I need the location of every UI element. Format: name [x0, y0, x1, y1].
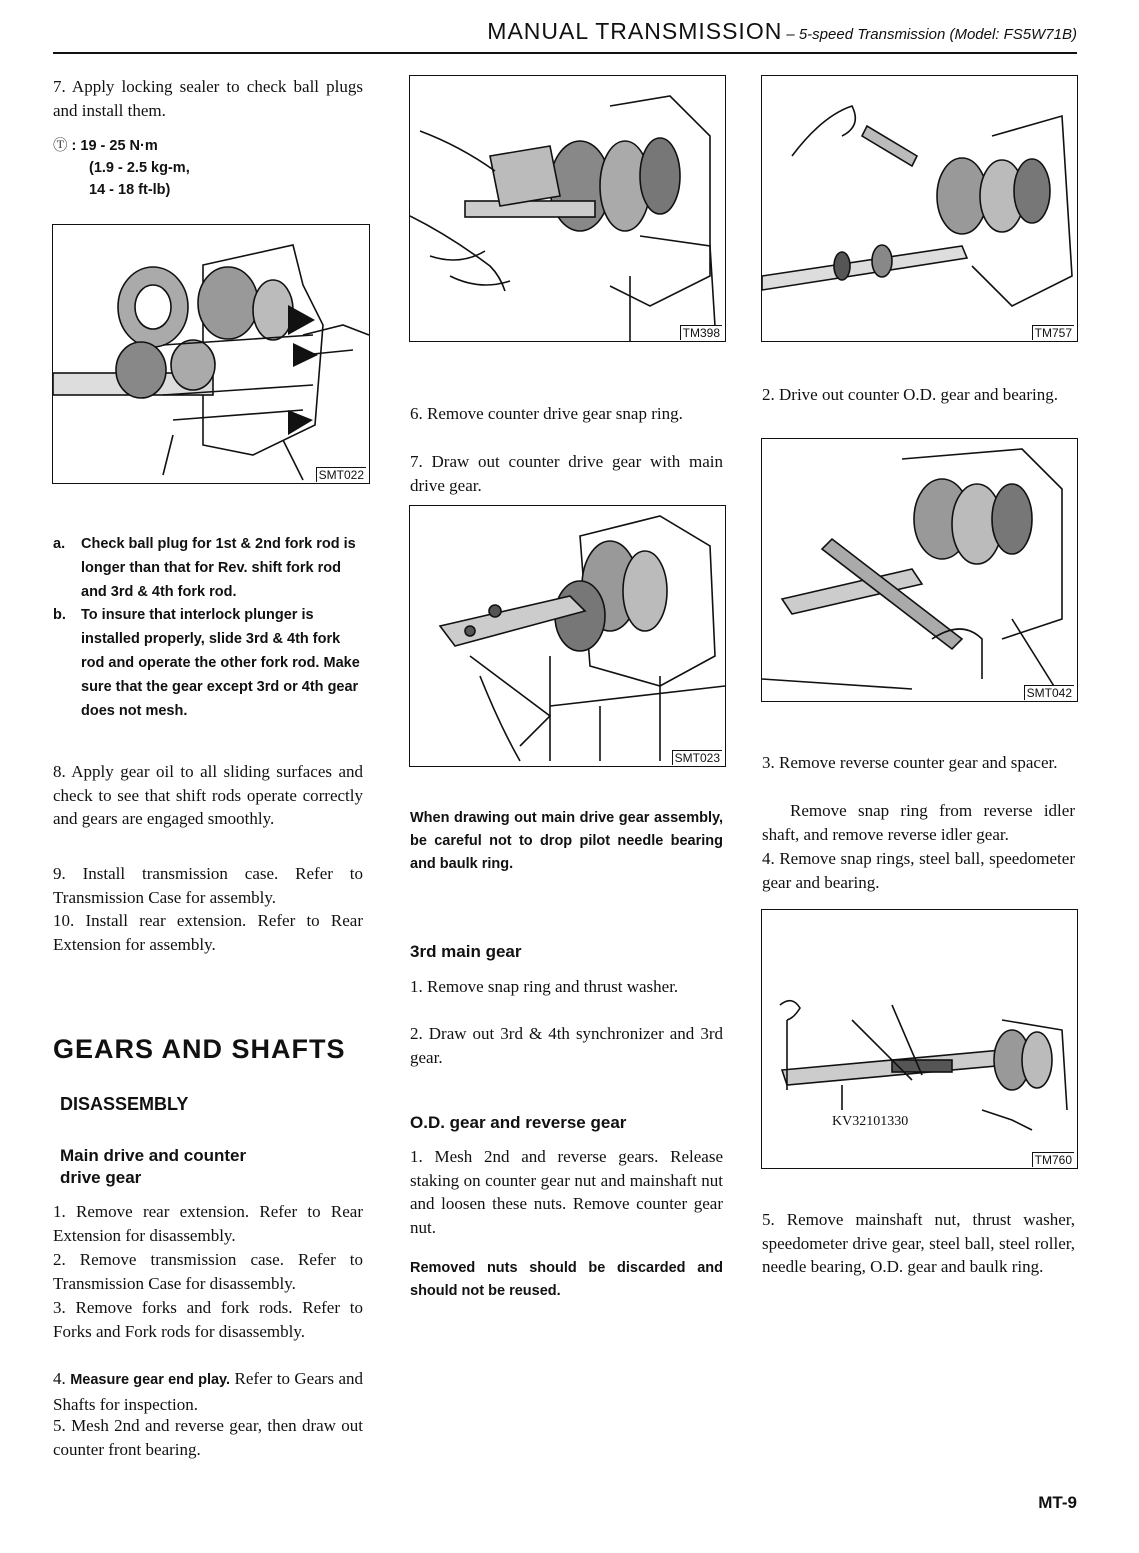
subsection-title: DISASSEMBLY	[60, 1094, 189, 1114]
section-title: GEARS AND SHAFTS	[53, 1034, 346, 1064]
step-6-text: 6. Remove counter drive gear snap ring.	[410, 404, 683, 423]
step-4-number: 4.	[53, 1369, 66, 1388]
disassembly-step-1: 1. Remove rear extension. Refer to Rear Extension for disassembly.	[53, 1202, 363, 1245]
notes-list	[53, 533, 363, 723]
figure-tm757	[761, 75, 1078, 342]
torque-icon: Ⓣ	[53, 138, 68, 154]
note-b-text: To insure that interlock plunger is installed properly, slide 3rd & 4th fork rod and operate the other fork rod. Make sure that the gear except 3rd or 4th gear does not mesh.	[81, 607, 360, 719]
third-step-1: 1. Remove snap ring and thrust washer.	[410, 977, 679, 996]
third-step-2: 2. Draw out 3rd & 4th synchronizer and 3rd gear.	[410, 1024, 723, 1067]
od-step-1: 1. Mesh 2nd and reverse gears. Release staking on counter gear nut and mainshaft nut and loosen these nuts. Remove counter gear nut.	[410, 1147, 723, 1237]
figure-code: TM757	[1032, 325, 1074, 340]
note-a	[53, 533, 363, 604]
figure-code: TM760	[1032, 1152, 1074, 1167]
step-7b-text: 7. Draw out counter drive gear with main drive gear.	[410, 452, 723, 495]
note-b-label: b.	[53, 607, 66, 624]
col3-step-4: 4. Remove snap rings, steel ball, speedometer gear and bearing.	[762, 849, 1075, 892]
wrench-illustration	[762, 439, 1077, 701]
figure-code: TM398	[680, 325, 722, 340]
note-a-label: a.	[53, 536, 66, 552]
col3-step-3: 3. Remove reverse counter gear and spacer.	[762, 753, 1058, 772]
figure-code: SMT042	[1024, 685, 1074, 700]
topic-title-line-1: Main drive and counter	[60, 1146, 247, 1165]
torque-line-1: : 19 - 25 N·m	[71, 138, 158, 154]
figure-tm760	[761, 909, 1078, 1169]
drift-illustration	[762, 76, 1077, 341]
tool-part-label: KV32101330	[832, 1114, 909, 1129]
header-subtitle: – 5-speed Transmission (Model: FS5W71B)	[786, 26, 1077, 43]
header-title: MANUAL TRANSMISSION	[487, 18, 783, 44]
topic-title	[60, 1145, 246, 1189]
gear-puller-illustration	[410, 506, 725, 766]
third-gear-title: 3rd main gear	[410, 942, 522, 961]
press-tool-illustration	[762, 910, 1077, 1168]
col3-step-5: 5. Remove mainshaft nut, thrust washer, speedometer drive gear, steel ball, steel roller, needle bearing, O.D. gear and baulk ring.	[762, 1210, 1075, 1276]
col3-step-2: 2. Drive out counter O.D. gear and bearing.	[762, 385, 1058, 404]
step-4-emphasis: Measure gear end play.	[70, 1372, 231, 1388]
torque-spec	[53, 135, 190, 201]
figure-smt023	[409, 505, 726, 767]
caution-note: When drawing out main drive gear assembly, be careful not to drop pilot needle bearing and baulk ring.	[410, 810, 723, 872]
page-header	[487, 18, 1077, 45]
torque-line-2: (1.9 - 2.5 kg-m,	[89, 160, 190, 176]
disassembly-step-2: 2. Remove transmission case. Refer to Transmission Case for disassembly.	[53, 1250, 363, 1293]
od-gear-title: O.D. gear and reverse gear	[410, 1113, 627, 1132]
figure-smt042	[761, 438, 1078, 702]
disassembly-step-4	[53, 1367, 363, 1416]
col3-step-3b: Remove snap ring from reverse idler shaft, and remove reverse idler gear.	[762, 801, 1075, 844]
step-7-text: 7. Apply locking sealer to check ball plugs and install them.	[53, 77, 363, 120]
topic-title-line-2: drive gear	[60, 1168, 142, 1187]
step-9-text: 9. Install transmission case. Refer to Transmission Case for assembly.	[53, 864, 363, 907]
note-b	[53, 604, 363, 723]
figure-smt022	[52, 224, 370, 484]
step-8-text: 8. Apply gear oil to all sliding surfaces and check to see that shift rods operate correctly and gears are engaged smoothly.	[53, 762, 363, 828]
discard-note: Removed nuts should be discarded and should not be reused.	[410, 1260, 723, 1299]
disassembly-step-3: 3. Remove forks and fork rods. Refer to Forks and Fork rods for disassembly.	[53, 1298, 363, 1341]
header-rule	[53, 52, 1077, 54]
disassembly-step-5: 5. Mesh 2nd and reverse gear, then draw out counter front bearing.	[53, 1416, 363, 1459]
figure-tm398	[409, 75, 726, 342]
torque-line-3: 14 - 18 ft-lb)	[89, 182, 171, 198]
puller-illustration	[410, 76, 725, 341]
step-10-text: 10. Install rear extension. Refer to Rear Extension for assembly.	[53, 911, 363, 954]
figure-code: SMT022	[316, 467, 366, 482]
transmission-illustration	[53, 225, 369, 483]
step-4-rest: Refer to Gears and Shafts for inspection.	[53, 1369, 364, 1414]
figure-code: SMT023	[672, 750, 722, 765]
note-a-text: Check ball plug for 1st & 2nd fork rod is longer than that for Rev. shift fork rod and 3rd & 4th fork rod.	[81, 536, 356, 600]
page-number: MT-9	[1038, 1493, 1077, 1512]
